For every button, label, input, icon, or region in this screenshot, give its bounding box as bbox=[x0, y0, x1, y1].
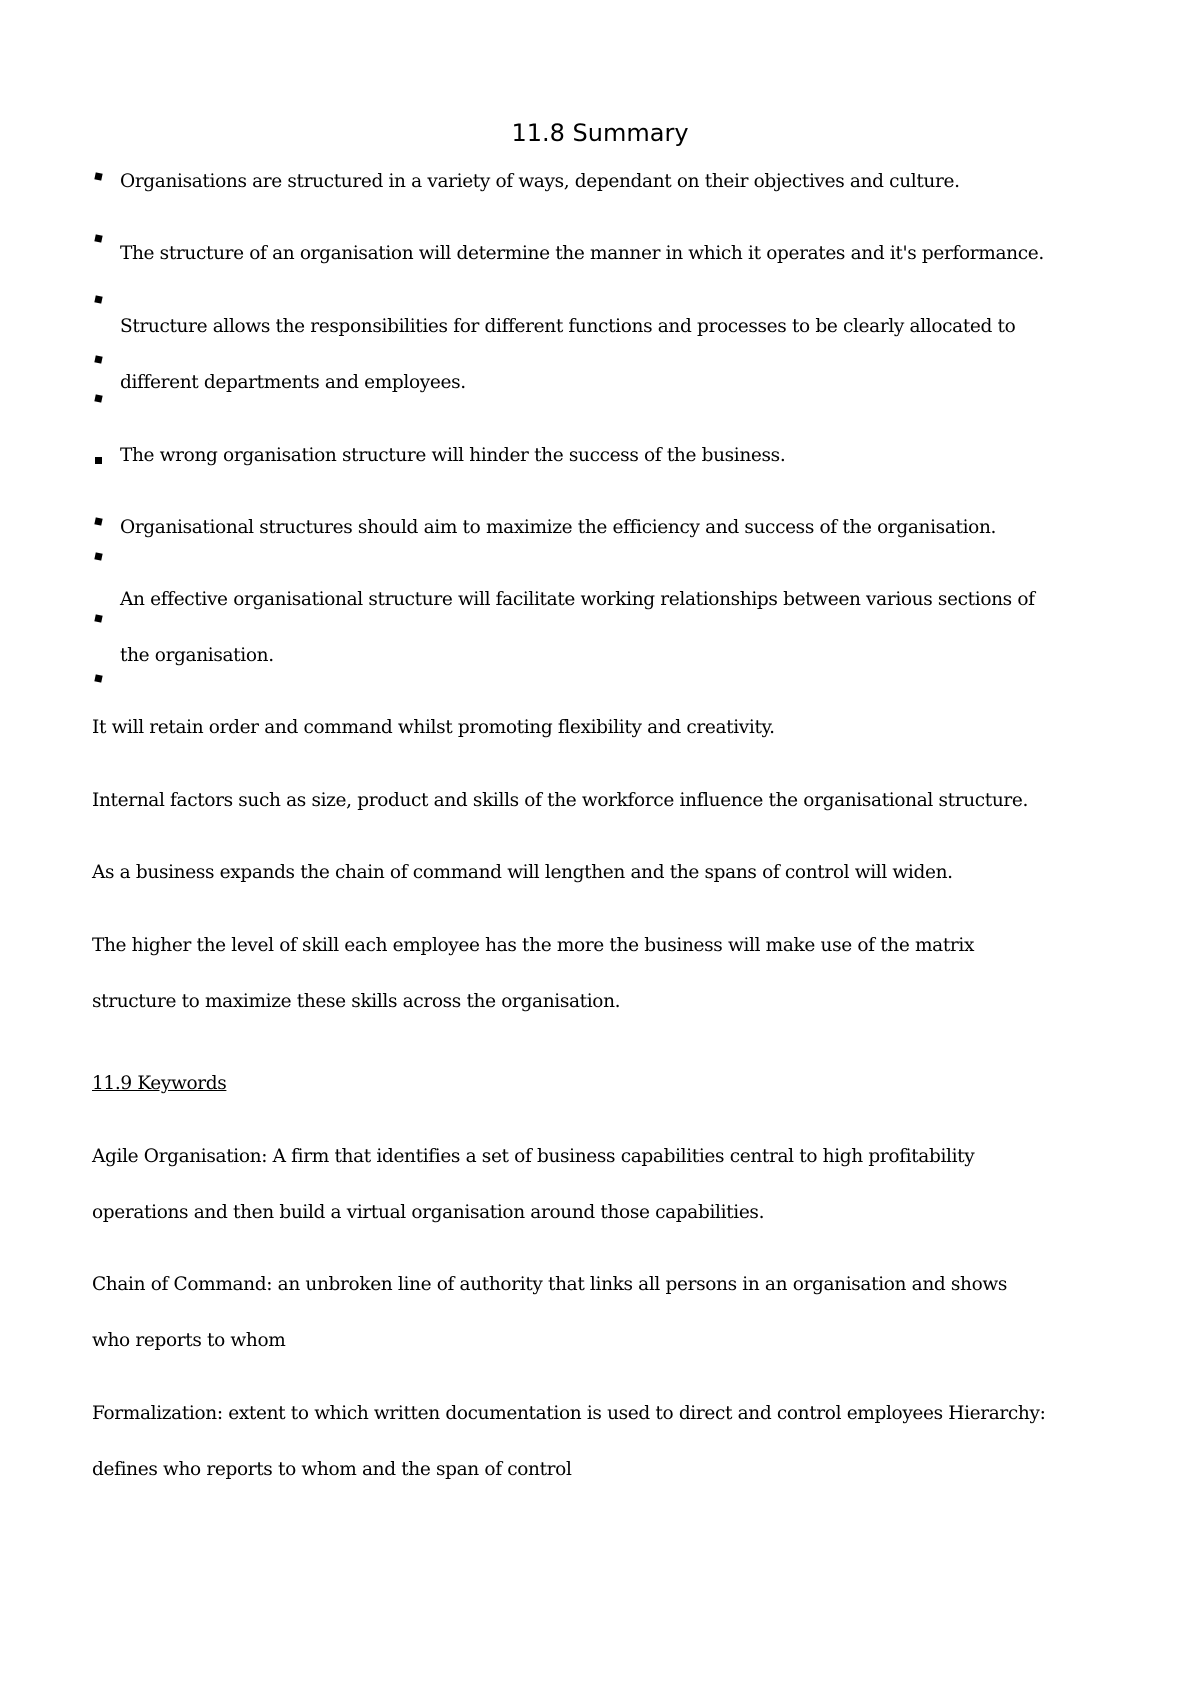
summary-bullet-line: different departments and employees. bbox=[120, 372, 466, 393]
keyword-line: Agile Organisation: A firm that identifies a set of business capabilities central to high profitability bbox=[92, 1146, 975, 1167]
summary-bullet-line: Organisations are structured in a variety of ways, dependant on their objectives and culture. bbox=[120, 171, 960, 192]
bullet-marker bbox=[95, 457, 102, 464]
summary-title: 11.8 Summary bbox=[511, 119, 689, 147]
summary-bullet-line: Structure allows the responsibilities for different functions and processes to be clearly allocated to bbox=[120, 316, 1016, 337]
keyword-line: who reports to whom bbox=[92, 1330, 286, 1351]
keyword-line: Formalization: extent to which written documentation is used to direct and control employees Hierarchy: bbox=[92, 1403, 1046, 1424]
summary-bullet-line: An effective organisational structure will facilitate working relationships between various sections of bbox=[120, 589, 1035, 610]
keyword-line: operations and then build a virtual organisation around those capabilities. bbox=[92, 1202, 765, 1223]
keywords-heading: 11.9 Keywords bbox=[92, 1073, 227, 1094]
summary-body-line: structure to maximize these skills across the organisation. bbox=[92, 991, 621, 1012]
summary-body-line: As a business expands the chain of command will lengthen and the spans of control will widen. bbox=[92, 862, 953, 883]
bullet-marker bbox=[94, 614, 102, 622]
bullet-marker bbox=[94, 355, 102, 363]
bullet-marker bbox=[94, 552, 102, 560]
keyword-line: defines who reports to whom and the span of control bbox=[92, 1459, 572, 1480]
bullet-marker bbox=[94, 394, 102, 402]
summary-bullet-line: The wrong organisation structure will hinder the success of the business. bbox=[120, 445, 786, 466]
bullet-marker bbox=[94, 234, 102, 242]
summary-body-line: Internal factors such as size, product and skills of the workforce influence the organisational structure. bbox=[92, 790, 1029, 811]
bullet-marker bbox=[94, 295, 102, 303]
bullet-marker bbox=[94, 517, 102, 525]
summary-body-line: It will retain order and command whilst promoting flexibility and creativity. bbox=[92, 717, 775, 738]
bullet-marker bbox=[94, 172, 102, 180]
summary-bullet-line: Organisational structures should aim to maximize the efficiency and success of the organisation. bbox=[120, 517, 997, 538]
summary-bullet-line: the organisation. bbox=[120, 645, 274, 666]
summary-body-line: The higher the level of skill each employee has the more the business will make use of the matrix bbox=[92, 935, 975, 956]
keyword-line: Chain of Command: an unbroken line of authority that links all persons in an organisation and shows bbox=[92, 1274, 1008, 1295]
bullet-marker bbox=[94, 674, 102, 682]
summary-bullet-line: The structure of an organisation will determine the manner in which it operates and it's performance. bbox=[120, 243, 1044, 264]
